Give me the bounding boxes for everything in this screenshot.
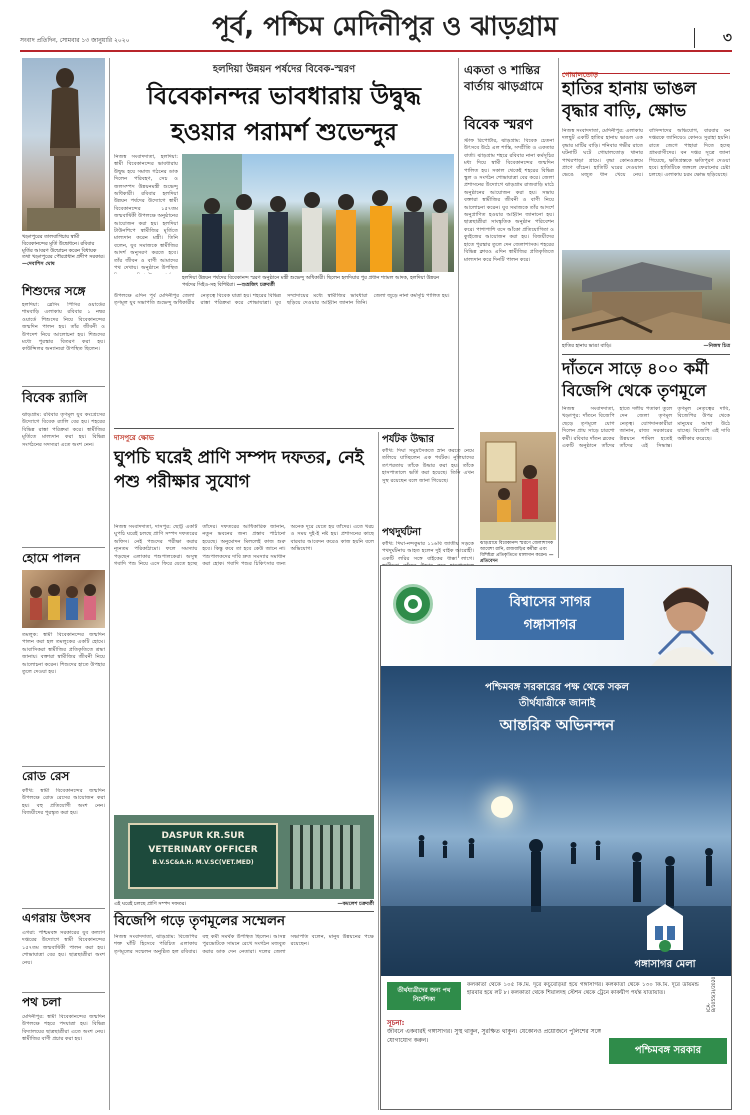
lead-body-continued: উপলক্ষে এদিন পূর্ব মেদিনীপুর জেলা তৃণমূল যুব সভাপতি শুভেন্দু অধিকারীর নেতৃত্বে বিবেক যাত্রা হয়। শহরের বিভিন্ন রাস্তা পরিক্রমা করে শোভাযাত্রা। যুব সম্প্রদায়ের মধ্যে স্বামীজির ভাবধারা ছড়িয়ে দেওয়ার আহ্বান জানান তিনি। জেলা জুড়ে নানা কর্মসূচি পালিত হয়। bbox=[114, 293, 450, 307]
ad-scene bbox=[381, 666, 732, 976]
left-story-4-body: কাঁথি: স্বামী বিবেকানন্দের জন্মদিন উপলক্ষে রোড রেসের আয়োজন করা হয়। বহু প্রতিযোগী অংশ নেন। বিজয়ীদের পুরস্কৃত করা হয়। bbox=[22, 788, 105, 817]
lead-photo-caption bbox=[182, 275, 454, 288]
column-rule bbox=[378, 432, 379, 1110]
left-story-5-headline: এগরায় উৎসব bbox=[22, 911, 91, 925]
govt-emblem-icon bbox=[393, 584, 433, 624]
event-caption-text: ঝাড়গ্রামে বিবেকানন্দ স্মরণে জেলাশাসক আয়েশা রানি, রাজবাড়ির কর্মীরা এবং বিশিষ্টরা প্রতিকৃতিতে মাল্যদান করেন। bbox=[480, 541, 554, 558]
page-number: ৩ bbox=[722, 30, 732, 46]
column-rule bbox=[558, 58, 559, 558]
vet-sign bbox=[128, 823, 278, 889]
divider bbox=[22, 908, 105, 909]
left-story-1-body: হলদিয়া: ব্লেসিং পিসির ওয়ার্ডের শামবাড়ি এলাকায় রবিবার ১ নম্বর ওয়ার্ডে শিশুদের নিয়ে বিবেকানন্দের জন্মদিন পালন হয়। তাঁর জীবনী ও উপদেশ নিয়ে আলোচনা হয়। শিশুদের মধ্যে পুরস্কার বিতরণ করা হয়। কাউন্সিলর অন্যান্যরা উপস্থিত ছিলেন। bbox=[22, 302, 105, 353]
leader-portrait bbox=[641, 572, 727, 666]
vet-sign-line-1: DASPUR KR.SUR bbox=[161, 831, 245, 841]
bjp-body: নিজস্ব সংবাদদাতা, ঝাড়গ্রাম: বিজেপির শক্ত ঘাঁটি হিসেবে পরিচিত এলাকায় তৃণমূলের সম্মেলন অনুষ্ঠিত হল রবিবার। বহু কর্মী সমর্থক উপস্থিত ছিলেন। আসন্ন পুরভোটকে সামনে রেখে সংগঠন মজবুত করার ডাক দেন নেতারা। দলের জেলা সভাপতি বলেন, মানুষ উন্নয়নের পক্ষে রয়েছেন। bbox=[114, 934, 374, 955]
left-story-2-headline: বিবেক র‍্যালি bbox=[22, 391, 88, 406]
emblem-shape bbox=[396, 587, 430, 621]
event-illustration bbox=[480, 432, 556, 540]
right-mid-headline: দাঁতনে সাড়ে ৪০০ কর্মী বিজেপি থেকে তৃণমূলে bbox=[562, 359, 709, 400]
event-caption bbox=[480, 541, 556, 565]
jhargram-event-photo bbox=[480, 432, 556, 540]
divider bbox=[114, 911, 374, 912]
home-photo bbox=[22, 570, 105, 628]
vet-sign-line-3: B.V.SC&A.H. M.V.SC(VET.MED) bbox=[152, 859, 254, 866]
right-headline: হাতির হানায় ভাঙল বৃদ্ধার বাড়ি, ক্ষোভ bbox=[562, 79, 697, 121]
ad-greeting-line-3: আন্তরিক অভিনন্দন bbox=[499, 716, 615, 734]
ad-header bbox=[381, 566, 732, 666]
bjp-headline: বিজেপি গড়ে তৃণমূলের সম্মেলন bbox=[114, 913, 286, 929]
vet-photo-caption bbox=[114, 901, 374, 908]
ad-code: ICA-B/1055(3)/2020 bbox=[707, 976, 717, 1012]
masthead-rule bbox=[20, 50, 732, 52]
divider bbox=[22, 992, 105, 993]
ad-title-line-1: বিশ্বাসের সাগর bbox=[509, 594, 591, 610]
left-story-3-body: তমলুক: স্বামী বিবেকানন্দের জন্মদিন পালন করা হল তমলুকের একটি হোমে। আবাসিকরা স্বামীজির প্রতিকৃতিতে শ্রদ্ধা জানায়। বক্তারা স্বামীজির জীবনী নিয়ে আলোচনা করেন। শিশুদের হাতে উপহার তুলে দেওয়া হয়। bbox=[22, 632, 105, 676]
vet-kicker: দাসপুরে ক্ষোভ bbox=[114, 434, 154, 442]
right-photo-credit: —নিজস্ব চিত্র bbox=[703, 343, 730, 349]
damaged-house-illustration bbox=[562, 250, 730, 340]
ad-greeting-line-2: তীর্থযাত্রীকে জানাই bbox=[518, 698, 596, 709]
middle-kicker: একতা ও শান্তির বার্তায় ঝাড়গ্রামে bbox=[464, 63, 543, 93]
accident-headline: পথদুর্ঘটনা bbox=[382, 527, 422, 538]
left-story-3-headline: হোমে পালন bbox=[22, 551, 81, 565]
left-story-2-body: ঝাড়গ্রাম: রবিবার তৃণমূল যুব কংগ্রেসের উদ্যোগে বিবেক র‍্যালি বের হয়। শহরের বিভিন্ন রাস্তা পরিক্রমা করে। স্বামীজির মূর্তিতে মাল্যদান করা হয়। বিভিন্ন সংগঠনের সদস্যরা এতে অংশ নেন। bbox=[22, 412, 105, 448]
gangasagar-ad-frame bbox=[380, 565, 732, 1110]
left-story-1-headline: শিশুদের সঙ্গে bbox=[22, 284, 86, 298]
ad-greeting-line-1: পশ্চিমবঙ্গ সরকারের পক্ষ থেকে সকল bbox=[485, 682, 629, 693]
ad-notice-text: জীবনে একবারই গঙ্গাসাগর। সুস্থ থাকুন, সুরক্ষিত থাকুন। যেকোনও প্রয়োজনে পুলিশের সঙ্গে যোগাযোগ করুন। bbox=[387, 1028, 601, 1044]
right-body: নিজস্ব সংবাদদাতা, মেদিনীপুর: এলাকায় দলছুট একটি হাতির হানায় ভাঙল এক বৃদ্ধার মাটির বাড়ি। শনিবার গভীর রাতে ঘটনাটি ঘটে গোয়ালতোড় থানার পাথরপাড়া গ্রামে। বৃদ্ধা কোনওক্রমে প্রাণে বাঁচেন। হাতিটি ঘরের দেওয়াল ভেঙে মজুত ধান খেয়ে নেয়। বাসিন্দাদের অভিযোগ, বারবার বন দপ্তরকে জানিয়েও কোনও সুরাহা হয়নি। রাতে জেগে পাহারা দিতে হচ্ছে গ্রামবাসীদের। বন দপ্তর সূত্রে জানা গিয়েছে, ক্ষতিগ্রস্তকে ক্ষতিপূরণ দেওয়া হবে। হাতিটিকে জঙ্গলে ফেরানোর চেষ্টা চলছে। এলাকায় চরম ক্ষোভ ছড়িয়েছে। bbox=[562, 128, 730, 179]
ad-title-line-2: গঙ্গাসাগর bbox=[523, 617, 577, 633]
page-number-rule bbox=[694, 28, 695, 48]
event-credit: —প্রতিবেদন bbox=[480, 553, 554, 564]
vet-office-photo bbox=[114, 815, 374, 899]
lead-body: নিজস্ব সংবাদদাতা, হলদিয়া: স্বামী বিবেকানন্দের ভাবধারায় উদ্বুদ্ধ হয়ে সমাজ গঠনের ডাক দিলেন পরিবহণ, সেচ ও জলসম্পদ উন্নয়নমন্ত্রী শুভেন্দু অধিকারী। রবিবার হলদিয়া উন্নয়ন পর্ষদের উদ্যোগে স্বামী বিবেকানন্দের ১৫৭তম জন্মবার্ষিকী উপলক্ষে অনুষ্ঠানের আয়োজন করা হয়। হলদিয়া টাউনশিপে স্বামীজির মূর্তিতে মাল্যদান করেন মন্ত্রী। তিনি বলেন, যুব সমাজকে স্বামীজির আদর্শ অনুসরণ করতে হবে। তাঁর জীবন ও বাণী আমাদের পথ দেখায়। অনুষ্ঠানে উপস্থিত bbox=[114, 154, 178, 272]
column-rule bbox=[109, 58, 110, 1110]
vet-photo-credit: —কমলেশ চক্রবর্তী bbox=[337, 901, 374, 907]
right-kicker-bar bbox=[562, 62, 730, 79]
tourist-headline: পর্যটক উদ্ধার bbox=[382, 434, 434, 445]
mela-logo bbox=[603, 904, 727, 974]
ad-sponsor: পশ্চিমবঙ্গ সরকার bbox=[609, 1038, 727, 1064]
middle-headline: বিবেক স্মরণ bbox=[464, 117, 533, 133]
divider bbox=[22, 386, 105, 387]
divider bbox=[562, 354, 730, 355]
lead-photo-caption-text: হলদিয়া উন্নয়ন পর্ষদের বিবেকানন্দ স্মরণ অনুষ্ঠানে মন্ত্রী শুভেন্দু অধিকারী। ছিলেন হলদিয়ার পুর প্রধান শ্যামল আদক, হলদিয়া উন্নয়ন পর্ষদের সিইও-সহ বিশিষ্টরা। bbox=[182, 275, 440, 288]
ad-guide-text: কলকাতা থেকে ১০৫ কি.মি. দূরে কচুবেড়িয়া হয়ে গঙ্গাসাগর। কলকাতা থেকে ১৩০ কি.মি. দূরে ডায়মন্ড হারবার হয়ে লট ৮। কলকাতা থেকে শিয়ালদহ স্টেশন থেকে ট্রেনে কাকদ্বীপ পর্যন্ত যাতায়াত। bbox=[467, 982, 699, 996]
date-line: সংবাদ প্রতিদিন, সোমবার ১৩ জানুয়ারি ২০২০ bbox=[20, 37, 130, 44]
temple-logo-icon bbox=[603, 904, 727, 954]
statue-caption bbox=[22, 234, 105, 268]
lead-headline: বিবেকানন্দর ভাবধারায় উদ্বুদ্ধ হওয়ার পরামর্শ শুভেন্দুর bbox=[147, 82, 421, 146]
ad-guide-label: তীর্থযাত্রীদের জন্য পথ নির্দেশিকা bbox=[387, 982, 461, 1010]
elephant-damage-photo bbox=[562, 250, 730, 340]
right-kicker: গোয়ালতোড় bbox=[562, 71, 598, 79]
vet-headline: ঘুপচি ঘরেই প্রাণি সম্পদ দফতর, নেই পশু পরীক্ষার সুযোগ bbox=[114, 448, 364, 492]
left-story-6-headline: পথ চলা bbox=[22, 995, 61, 1009]
page-title: পূর্ব, পশ্চিম মেদিনীপুর ও ঝাড়গ্রাম bbox=[212, 12, 558, 42]
vet-body: নিজস্ব সংবাদদাতা, দাসপুর: ছোট্ট একটি ঘুপচি ঘরেই চলছে প্রাণি সম্পদ দফতরের অফিস। নেই পশুদের পরীক্ষা করার ন্যূনতম পরিকাঠামো। ফলে সমস্যায় পড়ছেন এলাকার পশুপালকেরা। অসুস্থ গবাদি পশু নিয়ে এসে ফিরে যেতে হচ্ছে তাঁদের। দফতরের আধিকারিক জানান, নতুন ভবনের জন্য প্রস্তাব পাঠানো হয়েছে। অনুমোদন মিললেই কাজ শুরু হবে। কিন্তু কবে তা হবে কেউ জানে না। পশুপালকদের দাবি দ্রুত সমস্যার সমাধান করা হোক। গবাদি পশুর চিকিৎসার জন্য অনেক দূরে যেতে হয় তাঁদের। এতে খরচ ও সময় দুই-ই নষ্ট হয়। প্রশাসনের কাছে বারবার আবেদন করেও কাজ হয়নি বলে অভিযোগ। bbox=[114, 524, 374, 568]
ad-notice-label: সূচনা: bbox=[387, 1019, 405, 1027]
window-grill bbox=[290, 825, 360, 889]
statue-caption-text: খড়্গপুরের তালবাগিচায় স্বামী বিবেকানন্দের মূর্তি উদ্বোধনে। রবিবার মূর্তির আবরণ উন্মোচন করেন বিধায়ক তথা খড়্গপুরের পৌরপ্রধান প্রদীপ সরকার। bbox=[22, 234, 105, 261]
portrait-illustration bbox=[641, 572, 727, 666]
lead-photo-credit: —শুভ্রজিৎ চক্রবর্তী bbox=[236, 281, 275, 288]
vet-sign-line-2: VETERINARY OFFICER bbox=[148, 845, 258, 855]
tourist-body: কাঁথি: দিঘা সমুদ্রসৈকতে স্নান করতে নেমে তলিয়ে যাচ্ছিলেন এক পর্যটক। নুলিয়াদের তৎপরতায় তাঁকে উদ্ধার করা হয়। তাঁকে হাসপাতালে ভর্তি করা হয়েছে। তিনি এখন সুস্থ রয়েছেন বলে জানা গিয়েছে। bbox=[382, 448, 474, 484]
left-story-6-body: মেদিনীপুর: স্বামী বিবেকানন্দের জন্মদিন উপলক্ষে শহরে পদযাত্রা হয়। বিভিন্ন বিদ্যালয়ের ছাত্রছাত্রীরা এতে অংশ নেয়। স্বামীজির বাণী প্রচার করা হয়। bbox=[22, 1014, 105, 1043]
lead-photo-illustration bbox=[182, 154, 454, 272]
mela-logo-text: গঙ্গাসাগর মেলা bbox=[634, 959, 696, 970]
divider bbox=[114, 428, 454, 429]
accident-body: কাঁথি: দিঘা-নন্দকুমার ১১৬বি জাতীয় সড়কে পথদুর্ঘটনায় আহত হলেন দুই বাইক আরোহী। একটি লরির সঙ্গে বাইকের ধাক্কা লাগে। bbox=[382, 541, 474, 562]
statue-credit: —দেবাশিস ঘোষ bbox=[22, 261, 55, 268]
lead-photo bbox=[182, 154, 454, 272]
divider bbox=[22, 766, 105, 767]
divider bbox=[22, 547, 105, 548]
ad-notice bbox=[387, 1018, 601, 1106]
right-photo-caption bbox=[562, 343, 730, 350]
masthead bbox=[20, 8, 732, 50]
home-illustration bbox=[22, 570, 105, 628]
vet-photo-caption-text: এই ঘরেই চলছে প্রাণি সম্পদ দফতর। bbox=[114, 901, 187, 907]
right-photo-caption-text: হাতির হানায় ভাঙা বাড়ি। bbox=[562, 343, 612, 349]
ad-title-box bbox=[476, 588, 624, 640]
middle-body: স্টাফ রিপোর্টার, ঝাড়গ্রাম: বিবেক চেতনা উৎসবে উঠে এল শান্তি, সম্প্রীতি ও একতার বার্তা। ঝাড়গ্রাম শহরে রবিবার নানা কর্মসূচির মধ্য দিয়ে স্বামী বিবেকানন্দের জন্মদিন পালিত হয়। সকাল থেকেই শহরের বিভিন্ন স্কুল ও সংগঠন শোভাযাত্রা বের করে। জেলা প্রশাসনের উদ্যোগে ঝাড়গ্রাম রাজবাড়ি মাঠে অনুষ্ঠানের আয়োজন করা হয়। সভায় বক্তারা স্বামীজির জীবনী ও বাণী নিয়ে আলোচনা করেন। যুব সমাজকে তাঁর আদর্শে অনুপ্রাণিত হওয়ার আহ্বান জানানো হয়। ছাত্রছাত্রীরা সাংস্কৃতিক অনুষ্ঠান পরিবেশন করে। পাশাপাশি বসে আঁকো প্রতিযোগিতা ও ক্যুইজের আয়োজন করা হয়। বিজয়ীদের হাতে পুরস্কার তুলে দেন জেলাশাসক। শহরের বিভিন্ন ক্লাবও এদিন স্বামীজির প্রতিকৃতিতে মাল্যদান করে দিনটি পালন করে। bbox=[464, 138, 554, 263]
left-story-4-headline: রোড রেস bbox=[22, 769, 70, 783]
right-mid-body: নিজস্ব সংবাদদাতা, খড়্গপুর: দাঁতনে বিজেপি ছেড়ে তৃণমূলে যোগ দিলেন প্রায় সাড়ে চারশো কর্মী। রবিবার দাঁতন ব্লকের একটি অনুষ্ঠানে তাঁদের হাতে দলীয় পতাকা তুলে দেন জেলা তৃণমূল নেতৃত্ব। যোগদানকারীরা জানান, রাজ্য সরকারের উন্নয়নে শামিল হতেই তাঁদের এই সিদ্ধান্ত। তৃণমূল নেতৃত্বের দাবি, বিজেপির উপর থেকে মানুষের আস্থা উঠে যাচ্ছে। বিজেপি এই দাবি অস্বীকার করেছে। bbox=[562, 406, 730, 450]
left-story-5-body: এগরা: পশ্চিমবঙ্গ সরকারের যুব কল্যাণ দপ্তরের উদ্যোগে স্বামী বিবেকানন্দের ১৫৭তম জন্মবার্ষিকী পালন করা হয়। শোভাযাত্রা বের হয়। ছাত্রছাত্রীরা অংশ নেয়। bbox=[22, 930, 105, 966]
statue-photo bbox=[22, 58, 105, 231]
statue-illustration bbox=[22, 58, 105, 231]
lead-kicker: হলদিয়া উন্নয়ন পর্ষদের বিবেক-স্মরণ bbox=[212, 64, 356, 75]
